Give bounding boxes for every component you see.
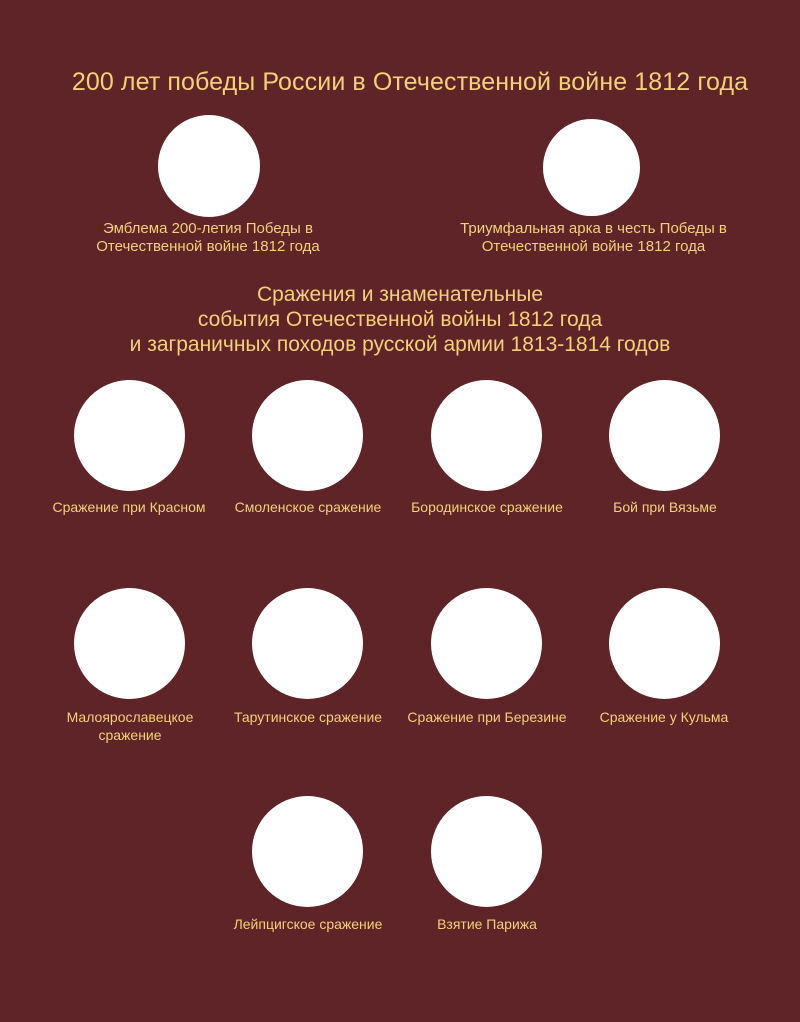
- caption-emblem: [73, 220, 343, 256]
- caption-maloyaroslavets: [42, 708, 218, 744]
- caption-emblem-line-1: Эмблема 200-летия Победы в: [103, 220, 313, 237]
- caption-maloyaroslavets-line-2: сражение: [98, 727, 162, 743]
- coin-slot-maloyaroslavets[interactable]: [74, 588, 185, 699]
- coin-slot-berezina[interactable]: [431, 588, 542, 699]
- coin-slot-triumphal-arch[interactable]: [543, 119, 640, 216]
- section-title-line-3: и заграничных походов русской армии 1813-1814 годов: [129, 333, 671, 356]
- caption-kulm: Сражение у Кульма: [599, 709, 729, 725]
- caption-berezina: Сражение при Березине: [407, 709, 567, 725]
- section-title-line-1: Сражения и знаменательные: [256, 283, 544, 306]
- caption-emblem-line-2: Отечественной войне 1812 года: [96, 238, 320, 255]
- caption-tarutino: Тарутинское сражение: [233, 709, 383, 725]
- caption-smolensk: Смоленское сражение: [234, 499, 382, 515]
- caption-leipzig: Лейпцигское сражение: [233, 916, 383, 932]
- coin-slot-vyazma[interactable]: [609, 380, 720, 491]
- coin-slot-kulm[interactable]: [609, 588, 720, 699]
- coin-slot-paris[interactable]: [431, 796, 542, 907]
- page-title: 200 лет победы России в Отечественной войне 1812 года: [71, 68, 749, 96]
- caption-maloyaroslavets-line-1: Малоярославецкое: [66, 709, 194, 725]
- caption-krasnoe: Сражение при Красном: [52, 499, 206, 515]
- caption-vyazma: Бой при Вязьме: [613, 499, 717, 515]
- caption-borodino: Бородинское сражение: [411, 499, 563, 515]
- section-title-line-2: события Отечественной войны 1812 года: [197, 308, 603, 331]
- coin-slot-borodino[interactable]: [431, 380, 542, 491]
- section-title: [0, 282, 800, 357]
- coin-slot-tarutino[interactable]: [252, 588, 363, 699]
- coin-slot-smolensk[interactable]: [252, 380, 363, 491]
- caption-triumphal-arch: [440, 220, 747, 256]
- caption-paris: Взятие Парижа: [437, 916, 537, 932]
- coin-slot-krasnoe[interactable]: [74, 380, 185, 491]
- coin-slot-emblem[interactable]: [158, 115, 260, 217]
- caption-triumphal-arch-line-2: Отечественной войне 1812 года: [481, 238, 706, 255]
- caption-triumphal-arch-line-1: Триумфальная арка в честь Победы в: [460, 220, 727, 237]
- coin-slot-leipzig[interactable]: [252, 796, 363, 907]
